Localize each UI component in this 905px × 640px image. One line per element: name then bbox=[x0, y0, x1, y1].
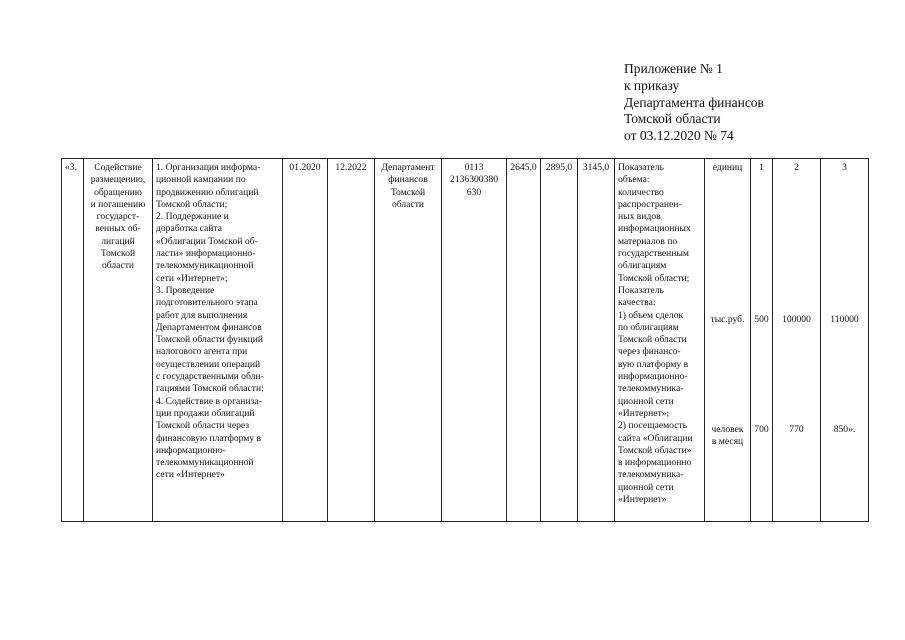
cell-measures: 1. Организация информа- ционной кампании по продвижению облигаций Томской области; 2. Поддержание и доработка сайта «Облигации Томской об- ласти» информационно- телекоммуникационной сети «Интернет»; 3. Проведение подготовительного этапа работ для выполнения Департаментом финансов Томской области функций налогового агента при осуществлении операций с государственными обли- гациями Томской области; 4. Содействие в организа- ции продажи облигаций Томской области через финансовую платформу в информационно- телекоммуникационной сети «Интернет» bbox=[153, 159, 283, 522]
header-line-order: к приказу bbox=[624, 77, 680, 93]
cell-year-3: 3 110000 850». bbox=[821, 159, 869, 522]
cell-number: «3. bbox=[62, 159, 84, 522]
header-line-date: от 03.12.2020 № 74 bbox=[624, 128, 734, 144]
header-line-department: Департамента финансов bbox=[624, 94, 764, 110]
cell-year-1: 1 500 700 bbox=[751, 159, 773, 522]
header-line-appendix: Приложение № 1 bbox=[624, 61, 723, 76]
cell-funding-2020: 2645,0 bbox=[507, 159, 541, 522]
cell-year-2: 2 100000 770 bbox=[773, 159, 821, 522]
cell-units: единиц тыс.руб. человек в месяц bbox=[705, 159, 751, 522]
cell-task-name: Содействие размещению, обращению и погашению государст- венных об- лигаций Томской области bbox=[84, 159, 153, 522]
cell-funding-2021: 2895,0 bbox=[541, 159, 578, 522]
cell-funding-2022: 3145,0 bbox=[578, 159, 615, 522]
program-table bbox=[61, 158, 869, 522]
header-line-region: Томской области bbox=[624, 111, 721, 127]
table-row bbox=[62, 159, 869, 522]
cell-budget-code: 0113 2136300380 630 bbox=[442, 159, 507, 522]
cell-end-date: 12.2022 bbox=[328, 159, 375, 522]
cell-start-date: 01.2020 bbox=[283, 159, 328, 522]
cell-indicators: Показатель объема: количество распространен- ных видов информационных материалов по государственным облигациям Томской области; Показатель качества: 1) объем сделок по облигациям Томской области через финансо- вую платформу в информационно- телекоммуника- ционной сети «Интернет»; 2) посещаемость сайта «Облигации Томской области» в информационно телекоммуника- ционной сети «Интернет» bbox=[615, 159, 705, 522]
cell-executor: Департамент финансов Томской области bbox=[375, 159, 442, 522]
document-header bbox=[624, 61, 764, 145]
